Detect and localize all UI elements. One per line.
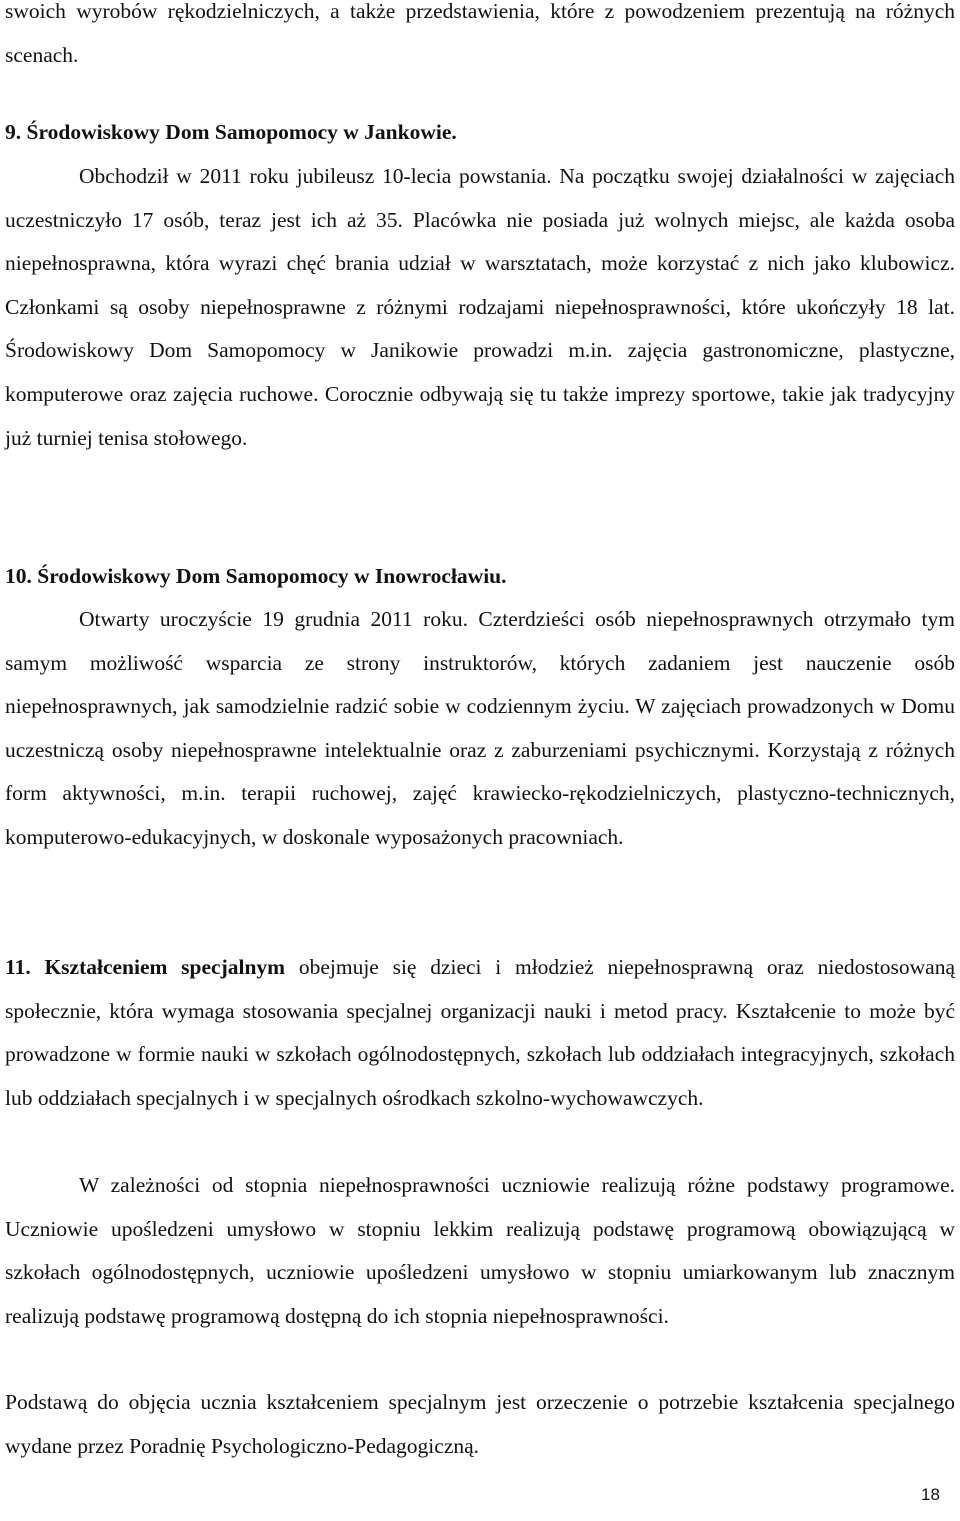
section-10-paragraph: [5, 598, 955, 860]
paragraph-intro-text: swoich wyrobów rękodzielniczych, a także przedstawienia, które z powodzeniem prezentują na różnych scenach.: [5, 0, 955, 67]
section-11-body: obejmuje się dzieci i młodzież niepełnosprawną oraz niedostosowaną społecznie, która wymaga stosowania specjalnej organizacji nauki i metod pracy. Kształcenie to może być prowadzone w formie nauki w szkołach ogólnodostępnych, szkołach lub oddziałach integracyjnych, szkołach lub oddziałach specjalnych i w specjalnych ośrodkach szkolno-wychowawczych.: [5, 955, 955, 1110]
section-9-body: Obchodził w 2011 roku jubileusz 10-lecia powstania. Na początku swojej działalności w zajęciach uczestniczyło 17 osób, teraz jest ich aż 35. Placówka nie posiada już wolnych miejsc, ale każda osoba niepełnosprawna, która wyrazi chęć brania udział w warsztatach, może korzystać z nich jako klubowicz. Członkami są osoby niepełnosprawne z różnymi rodzajami niepełnosprawności, które ukończyły 18 lat. Środowiskowy Dom Samopomocy w Janikowie prowadzi m.in. zajęcia gastronomiczne, plastyczne, komputerowe oraz zajęcia ruchowe. Corocznie odbywają się tu także imprezy sportowe, takie jak tradycyjny już turniej tenisa stołowego.: [5, 164, 955, 450]
section-11-bold-term: Kształceniem specjalnym: [44, 955, 286, 979]
section-11-paragraph-2: [5, 1164, 955, 1338]
section-11-number: 11.: [5, 955, 31, 979]
section-11-para2-text: W zależności od stopnia niepełnosprawności uczniowie realizują różne podstawy programowe. Uczniowie upośledzeni umysłowo w stopniu lekkim realizują podstawę programową obowiązującą w szkołach ogólnodostępnych, uczniowie upośledzeni umysłowo w stopniu umiarkowanym lub znacznym realizują podstawę programową dostępną do ich stopnia niepełnosprawności.: [5, 1173, 955, 1328]
section-10-body: Otwarty uroczyście 19 grudnia 2011 roku. Czterdzieści osób niepełnosprawnych otrzymało tym samym możliwość wsparcia ze strony instruktorów, których zadaniem jest nauczenie osób niepełnosprawnych, jak samodzielnie radzić sobie w codziennym życiu. W zajęciach prowadzonych w Domu uczestniczą osoby niepełnosprawne intelektualnie oraz z zaburzeniami psychicznymi. Korzystają z różnych form aktywności, m.in. terapii ruchowej, zajęć krawiecko-rękodzielniczych, plastyczno-technicznych, komputerowo-edukacyjnych, w doskonale wyposażonych pracowniach.: [5, 607, 955, 849]
section-11-paragraph: [5, 946, 955, 1120]
section-10-heading: 10. Środowiskowy Dom Samopomocy w Inowrocławiu.: [5, 564, 507, 588]
paragraph-intro-continuation: [5, 0, 955, 77]
section-11-para3-text: Podstawą do objęcia ucznia kształceniem specjalnym jest orzeczenie o potrzebie kształcenia specjalnego wydane przez Poradnię Psychologiczno-Pedagogiczną.: [5, 1390, 955, 1458]
section-9-heading: 9. Środowiskowy Dom Samopomocy w Jankowie.: [5, 120, 457, 144]
section-11-paragraph-3: [5, 1381, 955, 1468]
section-9-paragraph: [5, 155, 955, 460]
page-number: 18: [921, 1485, 940, 1504]
